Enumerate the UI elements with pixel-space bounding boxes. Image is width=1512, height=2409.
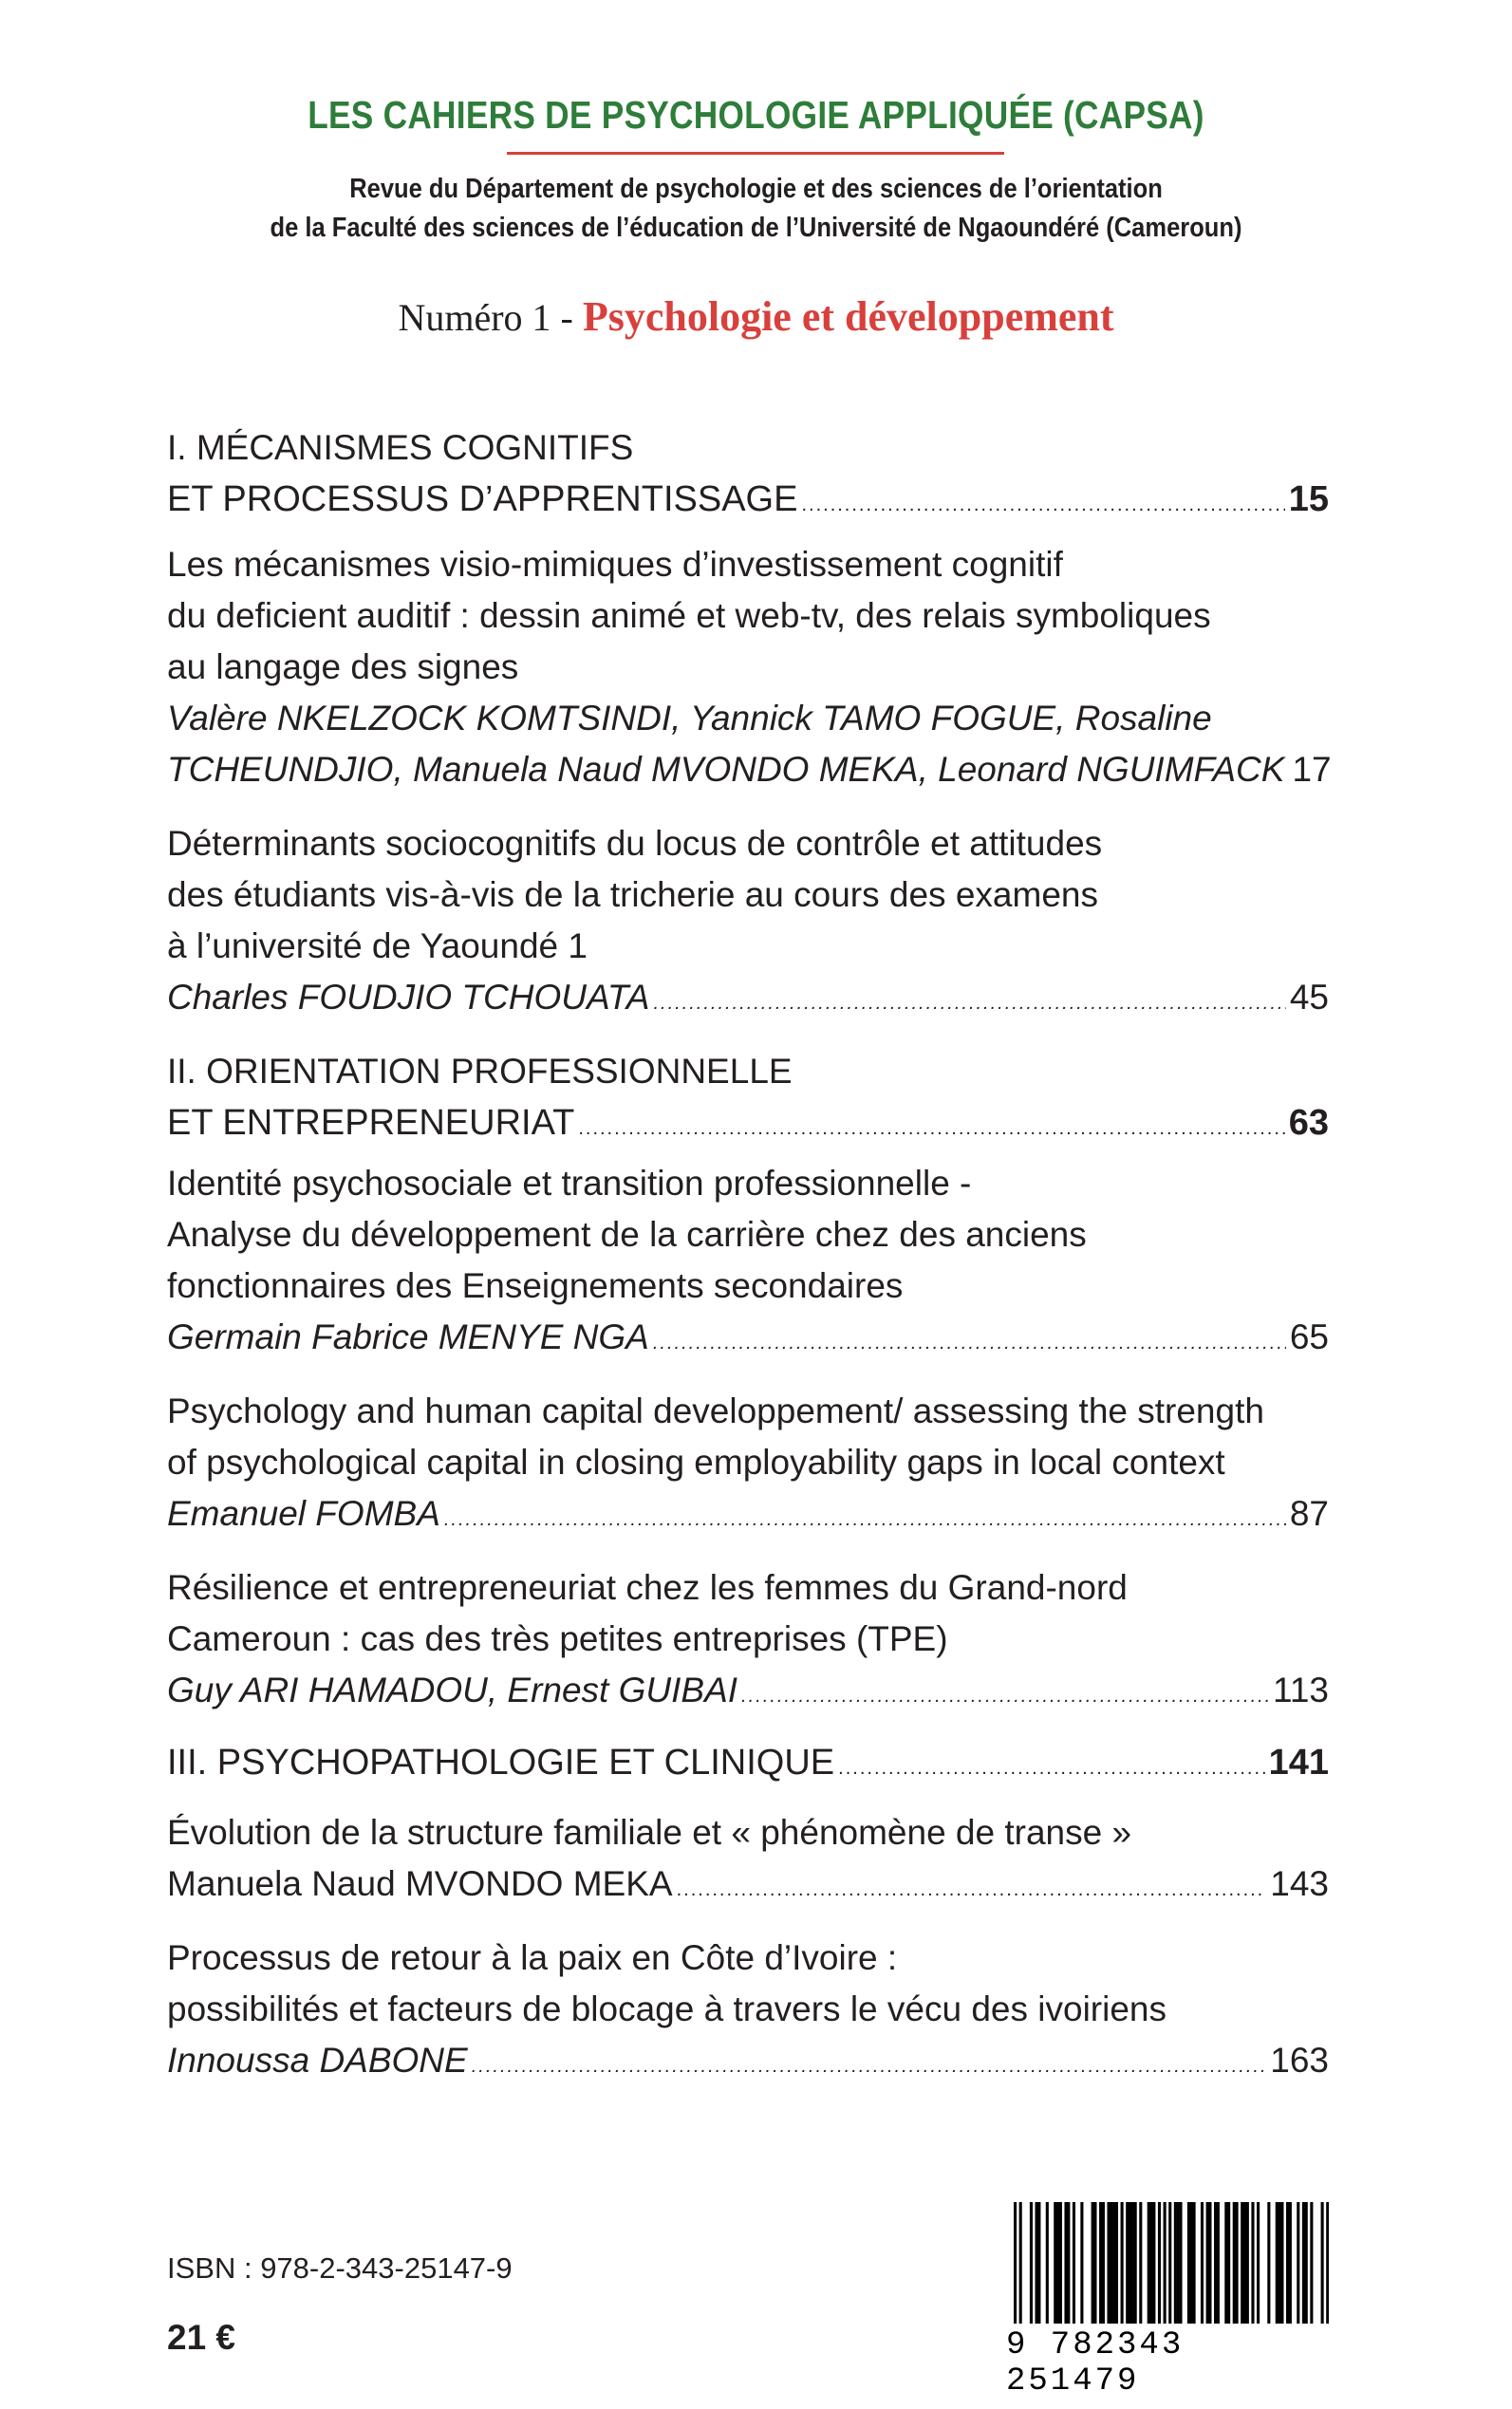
barcode-bar [1227, 2202, 1230, 2324]
dot-leader [741, 1687, 1269, 1706]
page-number: 63 [1288, 1103, 1329, 1143]
barcode-bar [1224, 2202, 1227, 2324]
article-title: Déterminants sociocognitifs du locus de contrôle et attitudes [167, 824, 1103, 863]
article-title: Cameroun : cas des très petites entreprises (TPE) [167, 1619, 948, 1658]
barcode-bar [1115, 2202, 1118, 2324]
barcode-bar [1102, 2202, 1105, 2324]
barcode-bar [1257, 2202, 1260, 2324]
barcode-bar [1139, 2202, 1142, 2324]
barcode-bar [1046, 2202, 1049, 2324]
barcode-bar [1251, 2202, 1254, 2324]
toc-article-entry [167, 2043, 1329, 2078]
barcode-bar [1208, 2202, 1211, 2324]
barcode-bar [1179, 2202, 1182, 2324]
barcode-bar [1236, 2202, 1239, 2324]
barcode-bar [1056, 2202, 1059, 2324]
barcode-bar [1131, 2202, 1134, 2324]
barcode-bar [1099, 2202, 1102, 2324]
barcode-bar [1037, 2202, 1040, 2324]
dot-leader [653, 994, 1285, 1013]
price: 21 € [167, 2318, 236, 2357]
toc-section-entry [167, 1105, 1329, 1141]
barcode-bar [1149, 2202, 1152, 2324]
barcode-bar [1302, 2202, 1305, 2324]
article-author: Manuela Naud MVONDO MEKA [167, 1864, 673, 1903]
page-number: 15 [1288, 479, 1329, 519]
issue-theme: Psychologie et développement [582, 293, 1114, 340]
barcode-bar [1201, 2202, 1204, 2324]
page-number: 163 [1270, 2041, 1329, 2080]
barcode-bar [1233, 2202, 1236, 2324]
barcode-bar [1289, 2202, 1292, 2324]
barcode-bar [1134, 2202, 1137, 2324]
page-number: 113 [1273, 1671, 1329, 1709]
toc-article-entry [167, 1866, 1329, 1901]
page-number: 65 [1289, 1317, 1329, 1356]
barcode-bar [1246, 2202, 1249, 2324]
article-author: Charles FOUDJIO TCHOUATA [167, 978, 650, 1017]
barcode-bar [1297, 2202, 1299, 2324]
article-author: TCHEUNDJIO, Manuela Naud MVONDO MEKA, Leonard NGUIMFACK [167, 750, 1285, 789]
barcode-bar [1187, 2202, 1190, 2324]
barcode-bar [1019, 2202, 1022, 2324]
barcode-bars [1014, 2202, 1329, 2324]
article-title: à l’université de Yaoundé 1 [167, 926, 588, 965]
barcode-bar [1310, 2202, 1313, 2324]
title-underline [507, 152, 1004, 155]
dot-leader [444, 1510, 1286, 1529]
dot-leader [838, 1759, 1264, 1778]
article-author: Emanuel FOMBA [167, 1494, 440, 1533]
journal-title: LES CAHIERS DE PSYCHOLOGIE APPLIQUÉE (CAPSA) [308, 93, 1204, 137]
dot-leader [653, 1334, 1286, 1353]
article-title: of psychological capital in closing employability gaps in local context [167, 1443, 1225, 1482]
barcode-bar [1092, 2202, 1094, 2324]
journal-subtitle-line-2: de la Faculté des sciences de l’éducation de l’Université de Ngaoundéré (Cameroun) [270, 213, 1242, 243]
toc-section-entry [167, 1745, 1329, 1781]
toc-article-entry [167, 980, 1329, 1015]
page-number: 17 [1292, 750, 1332, 789]
article-author: Germain Fabrice MENYE NGA [167, 1317, 649, 1356]
dot-leader [578, 1119, 1284, 1138]
section-title: ET ENTREPRENEURIAT [167, 1103, 575, 1143]
barcode-bar [1152, 2202, 1155, 2324]
dot-leader [677, 1880, 1267, 1899]
article-title: Résilience et entrepreneuriat chez les femmes du Grand-nord [167, 1568, 1128, 1607]
article-title: fonctionnaires des Enseignements secondaires [167, 1266, 904, 1305]
section-title: II. ORIENTATION PROFESSIONNELLE [167, 1052, 793, 1091]
barcode-bar [1121, 2202, 1124, 2324]
article-title: Psychology and human capital developpement/ assessing the strength [167, 1391, 1264, 1430]
issue-number: Numéro 1 - [398, 296, 573, 339]
toc-article-entry [167, 1672, 1329, 1708]
barcode-bar [1177, 2202, 1180, 2324]
toc-article-entry [167, 1496, 1329, 1531]
barcode-bar [1059, 2202, 1062, 2324]
barcode-bar [1073, 2202, 1075, 2324]
page-number: 141 [1268, 1743, 1329, 1783]
barcode-bar [1217, 2202, 1220, 2324]
barcode-bar [1206, 2202, 1209, 2324]
article-title: du deficient auditif : dessin animé et web-tv, des relais symboliques [167, 596, 1211, 635]
article-title: au langage des signes [167, 647, 519, 686]
barcode-bar [1243, 2202, 1246, 2324]
page-number: 45 [1289, 978, 1329, 1017]
barcode-bar [1036, 2202, 1038, 2324]
barcode-bar [1321, 2202, 1324, 2324]
toc-article-entry [167, 750, 1332, 789]
toc-section-entry [167, 481, 1329, 517]
barcode-bar [1112, 2202, 1115, 2324]
journal-subtitle-line-1: Revue du Département de psychologie et des sciences de l’orientation [349, 174, 1163, 204]
article-title: Identité psychosociale et transition professionnelle - [167, 1164, 972, 1203]
article-title: Évolution de la structure familiale et « phénomène de transe » [167, 1813, 1132, 1852]
section-title: I. MÉCANISMES COGNITIFS [167, 428, 634, 467]
barcode-bar [1093, 2202, 1096, 2324]
barcode-bar [1064, 2202, 1067, 2324]
barcode-bar [1305, 2202, 1308, 2324]
barcode-bar [1126, 2202, 1129, 2324]
dot-leader [472, 2057, 1267, 2076]
barcode-bar [1286, 2202, 1289, 2324]
issue-heading [0, 292, 1512, 341]
toc-article-entry [167, 1319, 1329, 1354]
barcode-bar [1067, 2202, 1070, 2324]
isbn: ISBN : 978-2-343-25147-9 [167, 2251, 513, 2285]
section-title: ET PROCESSUS D’APPRENTISSAGE [167, 479, 798, 519]
barcode-bar [1214, 2202, 1217, 2324]
barcode-bar [1267, 2202, 1270, 2324]
barcode-bar [1107, 2202, 1110, 2324]
barcode-bar [1148, 2202, 1150, 2324]
article-author: Innoussa DABONE [167, 2041, 468, 2080]
article-title: possibilités et facteurs de blocage à travers le vécu des ivoiriens [167, 1989, 1167, 2028]
barcode-bar [1280, 2202, 1283, 2324]
barcode-bar [1174, 2202, 1177, 2324]
page-number: 87 [1289, 1494, 1329, 1533]
barcode-bar [1030, 2202, 1033, 2324]
barcode-bar [1241, 2202, 1243, 2324]
barcode-bar [1054, 2202, 1056, 2324]
barcode-bar [1158, 2202, 1161, 2324]
article-title: Analyse du développement de la carrière chez des anciens [167, 1215, 1087, 1254]
barcode-bar [1326, 2202, 1329, 2324]
barcode-bar [1276, 2202, 1279, 2324]
barcode-bar [1168, 2202, 1171, 2324]
barcode-bar [1110, 2202, 1112, 2324]
article-title: des étudiants vis-à-vis de la tricherie au cours des examens [167, 875, 1098, 914]
barcode-bar [1129, 2202, 1131, 2324]
dot-leader [801, 495, 1284, 514]
barcode-bar [1014, 2202, 1017, 2324]
page-number: 143 [1270, 1864, 1329, 1903]
barcode-bar [1164, 2202, 1167, 2324]
article-title: Processus de retour à la paix en Côte d’Ivoire : [167, 1938, 898, 1977]
barcode-bar [1193, 2202, 1196, 2324]
article-author: Valère NKELZOCK KOMTSINDI, Yannick TAMO FOGUE, Rosaline [167, 699, 1212, 738]
barcode-number: 9 782343 251479 [1006, 2327, 1185, 2400]
article-title: Les mécanismes visio-mimiques d’investissement cognitif [167, 545, 1063, 584]
article-author: Guy ARI HAMADOU, Ernest GUIBAI [167, 1671, 738, 1709]
barcode-bar [1080, 2202, 1083, 2324]
barcode-bar [1190, 2202, 1193, 2324]
section-title: III. PSYCHOPATHOLOGIE ET CLINIQUE [167, 1743, 835, 1783]
barcode-bar [1279, 2202, 1281, 2324]
